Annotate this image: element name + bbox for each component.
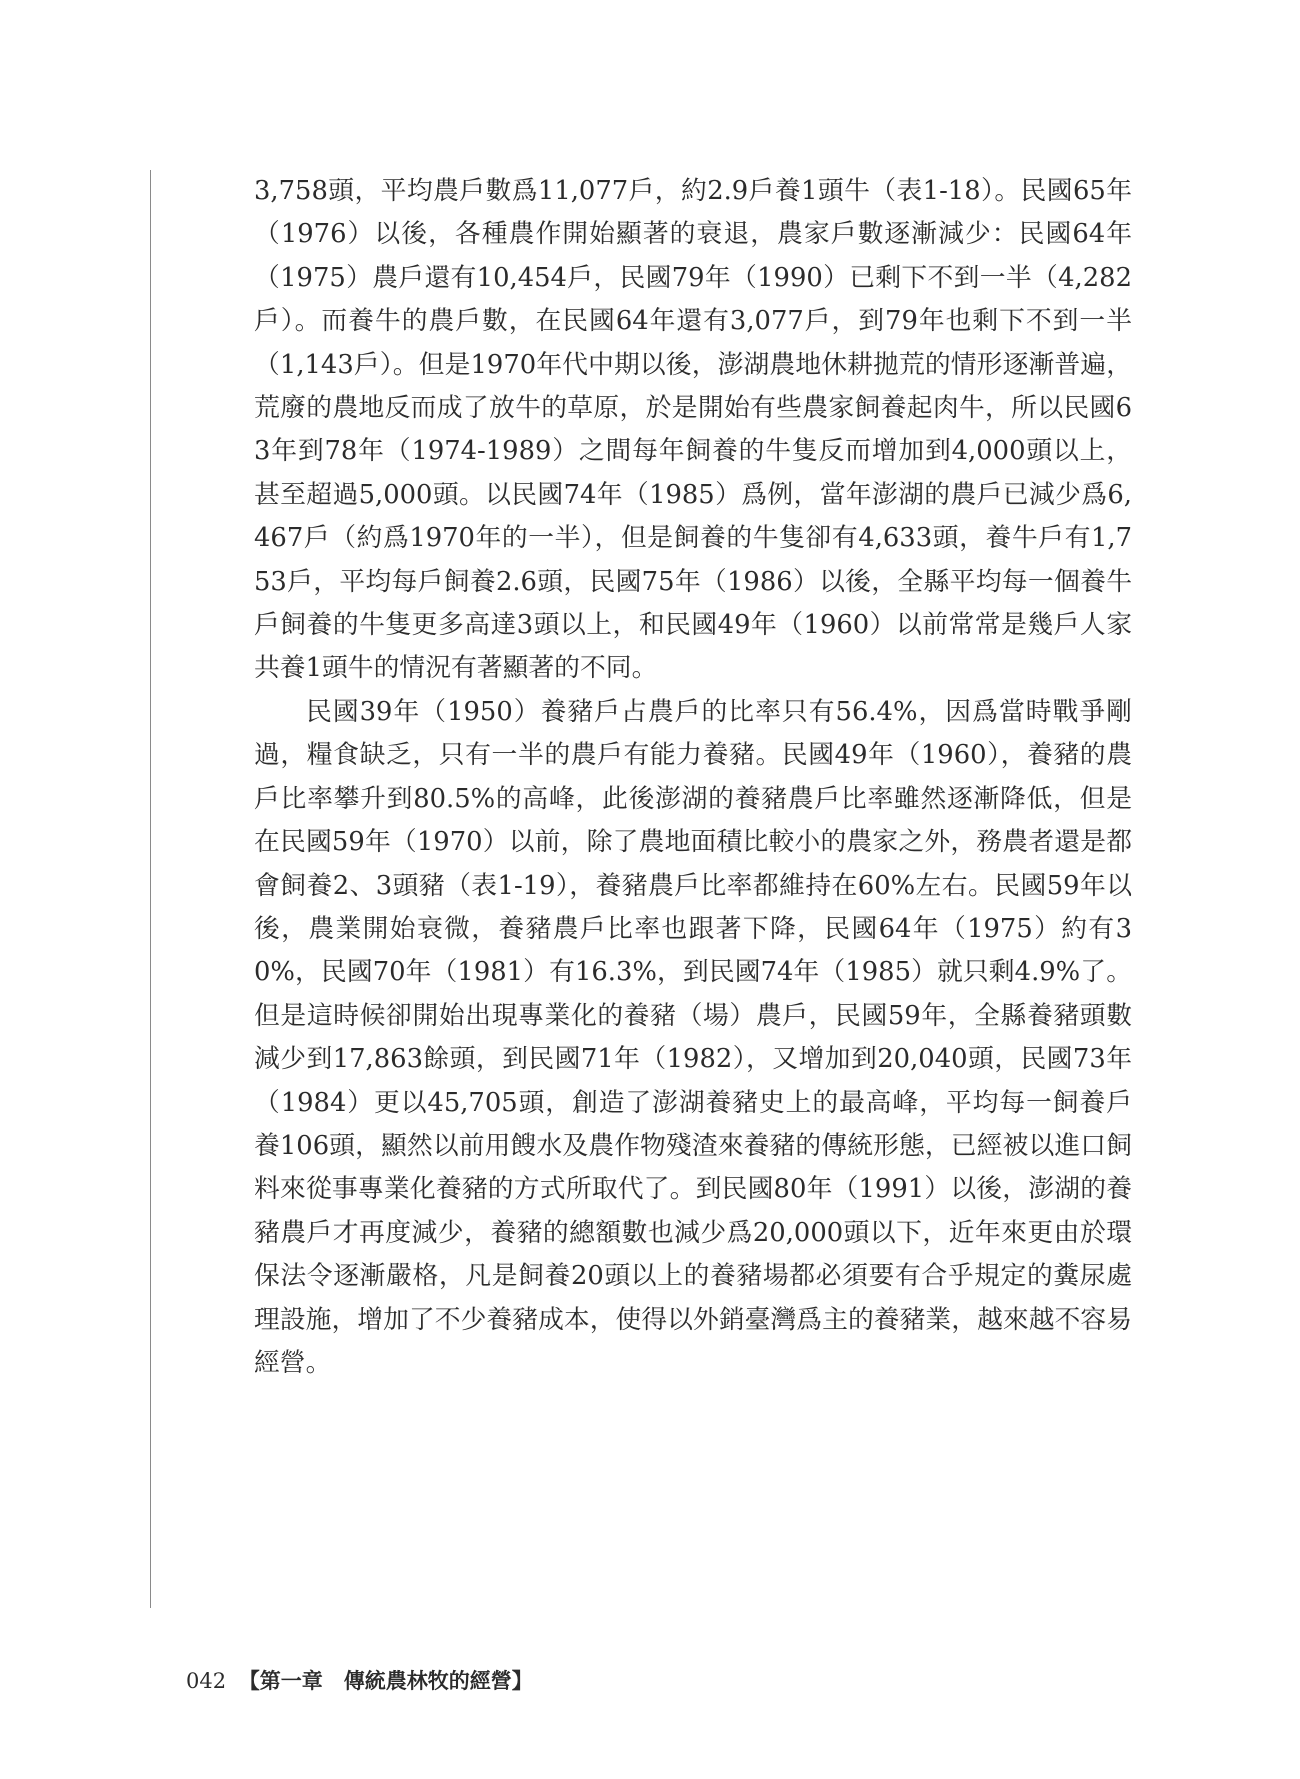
page-number: 042 [186, 1669, 227, 1693]
paragraph-pigs: 民國39年（1950）養豬戶占農戶的比率只有56.4%，因爲當時戰爭剛過，糧食缺乏，只有一半的農戶有能力養豬。民國49年（1960），養豬的農戶比率攀升到80.5%的高峰，此後澎湖的養豬農戶比率雖然逐漸降低，但是在民國59年（1970）以前，除了農地面積比較小的農家之外，務農者還是都會飼養2、3頭豬（表1-19），養豬農戶比率都維持在60%左右。民國59年以後，農業開始衰微，養豬農戶比率也跟著下降，民國64年（1975）約有30%，民國70年（1981）有16.3%，到民國74年（1985）就只剩4.9%了。但是這時候卻開始出現專業化的養豬（場）農戶，民國59年，全縣養豬頭數減少到17,863餘頭，到民國71年（1982），又增加到20,040頭，民國73年（1984）更以45,705頭，創造了澎湖養豬史上的最高峰，平均每一飼養戶養106頭，顯然以前用餿水及農作物殘渣來養豬的傳統形態，已經被以進口飼料來從事專業化養豬的方式所取代了。到民國80年（1991）以後，澎湖的養豬農戶才再度減少，養豬的總額數也減少爲20,000頭以下，近年來更由於環保法令逐漸嚴格，凡是飼養20頭以上的養豬場都必須要有合乎規定的糞尿處理設施，增加了不少養豬成本，使得以外銷臺灣爲主的養豬業，越來越不容易經營。 [254, 696, 1132, 1378]
chapter-title: 【第一章 傳統農林牧的經營】 [238, 1668, 533, 1693]
body-text [254, 170, 1132, 1385]
paragraph-cattle: 3,758頭，平均農戶數爲11,077戶，約2.9戶養1頭牛（表1-18）。民國65年（1976）以後，各種農作開始顯著的衰退，農家戶數逐漸減少：民國64年（1975）農戶還有10,454戶，民國79年（1990）已剩下不到一半（4,282戶）。而養牛的農戶數，在民國64年還有3,077戶，到79年也剩下不到一半（1,143戶）。但是1970年代中期以後，澎湖農地休耕拋荒的情形逐漸普遍，荒廢的農地反而成了放牛的草原，於是開始有些農家飼養起肉牛，所以民國63年到78年（1974-1989）之間每年飼養的牛隻反而增加到4,000頭以上，甚至超過5,000頭。以民國74年（1985）爲例，當年澎湖的農戶已減少爲6,467戶（約爲1970年的一半），但是飼養的牛隻卻有4,633頭，養牛戶有1,753戶，平均每戶飼養2.6頭，民國75年（1986）以後，全縣平均每一個養牛戶飼養的牛隻更多高達3頭以上，和民國49年（1960）以前常常是幾戶人家共養1頭牛的情況有著顯著的不同。 [254, 176, 1133, 684]
page-footer [186, 1667, 533, 1695]
margin-rule [150, 170, 151, 1608]
